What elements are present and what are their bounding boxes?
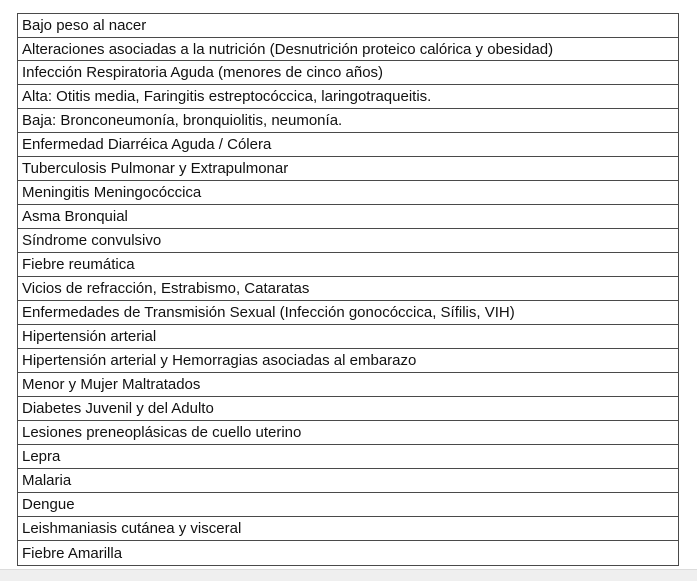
table-row: Vicios de refracción, Estrabismo, Cataratas [18,277,678,301]
table-row: Meningitis Meningocóccica [18,181,678,205]
table-row: Bajo peso al nacer [18,14,678,38]
table-row: Leishmaniasis cutánea y visceral [18,517,678,541]
horizontal-scrollbar[interactable] [0,569,697,581]
table-row: Asma Bronquial [18,205,678,229]
table-row: Enfermedad Diarréica Aguda / Cólera [18,133,678,157]
table-row: Lepra [18,445,678,469]
disease-table [17,13,679,566]
table-row: Baja: Bronconeumonía, bronquiolitis, neumonía. [18,109,678,133]
table-row: Enfermedades de Transmisión Sexual (Infección gonocóccica, Sífilis, VIH) [18,301,678,325]
table-row: Menor y Mujer Maltratados [18,373,678,397]
table-row: Fiebre Amarilla [22,544,123,562]
table-row: Hipertensión arterial [18,325,678,349]
table-row: Dengue [18,493,678,517]
table-row: Tuberculosis Pulmonar y Extrapulmonar [18,157,678,181]
table-row: Fiebre reumática [18,253,678,277]
table-row: Malaria [18,469,678,493]
table-row: Diabetes Juvenil y del Adulto [18,397,678,421]
table-row: Síndrome convulsivo [18,229,678,253]
table-row: Lesiones preneoplásicas de cuello uterino [18,421,678,445]
table-row: Hipertensión arterial y Hemorragias asociadas al embarazo [18,349,678,373]
table-row: Infección Respiratoria Aguda (menores de cinco años) [18,61,678,85]
table-row: Alta: Otitis media, Faringitis estreptocóccica, laringotraqueitis. [18,85,678,109]
table-row: Alteraciones asociadas a la nutrición (Desnutrición proteico calórica y obesidad) [18,38,678,61]
